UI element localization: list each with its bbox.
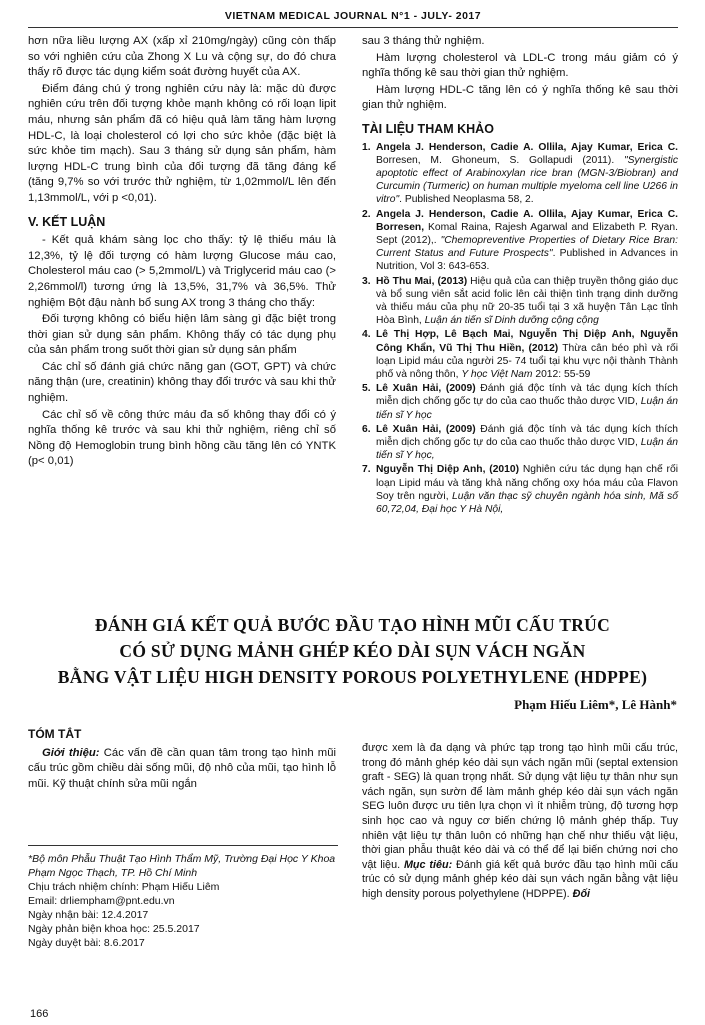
reference-item: 2. Angela J. Henderson, Cadie A. Ollila, Ajay Kumar, Erica C. Borresen, Komal Raina, Rajesh Agarwal and Elizabeth P. Ryan. Sept (2012),. "Chemopreventive Properties of Dietary Rice Bran: Current Status and Future Prospects". Published in Advances in Nutrition, Vol 3: 643-653. bbox=[362, 208, 678, 273]
body-paragraph: - Kết quả khám sàng lọc cho thấy: tỷ lệ thiếu máu là 12,3%, tỷ lệ đối tượng có hàm lượng Glucose máu cao, Cholesterol máu cao (> 5,2mmol/L) và Triglycerid máu cao (> 2,26mmol/l) tương ứng là 13,5%, 31,7% và 36,5%. Thử nghiệm Bột đậu nành bổ sung AX trong 3 tháng cho thấy: bbox=[28, 234, 336, 309]
page-number: 166 bbox=[30, 1008, 49, 1020]
right-column bbox=[362, 34, 678, 517]
received-date: Ngày nhận bài: 12.4.2017 bbox=[28, 909, 149, 921]
review-date: Ngày phản biện khoa học: 25.5.2017 bbox=[28, 923, 200, 935]
footnote-rule bbox=[28, 845, 338, 846]
references-title: TÀI LIỆU THAM KHẢO bbox=[362, 121, 494, 136]
abstract-left bbox=[28, 727, 336, 793]
header-rule bbox=[28, 27, 678, 28]
accepted-date: Ngày duyệt bài: 8.6.2017 bbox=[28, 937, 145, 949]
abstract-heading: TÓM TẮT bbox=[28, 727, 82, 741]
reference-item: 6. Lê Xuân Hải, (2009) Đánh giá độc tính và tác dụng kích thích miễn dịch chống gốc tự do của cao thuốc thảo dược VID, Luận án tiến sĩ Y học, bbox=[362, 423, 679, 462]
body-paragraph: Điểm đáng chú ý trong nghiên cứu này là: mặc dù được nghiên cứu trên đối tượng khỏe mạnh không có rối loạn lipit máu, nhưng sản phẩm đã có hiệu quả làm tăng hàm lượng HDL-C, là loại cholesterol có lợi cho sức khỏe (đặc biệt là sức khỏe tim mạch). Sau 3 tháng sử dụng sản phẩm, hàm lượng HDL-C trung bình của đối tượng đã tăng đáng kể (tăng 9,7% so với trước thử nghiệm, từ 1,02mmol/L lên đến 1,13mmol/L, với p <0,01). bbox=[28, 82, 336, 204]
affiliation: *Bộ môn Phẫu Thuật Tạo Hình Thẩm Mỹ, Trường Đại Học Y Khoa Phạm Ngọc Thạch, TP. Hồ Chí Minh bbox=[28, 853, 336, 879]
reference-item: 1. Angela J. Henderson, Cadie A. Ollila, Ajay Kumar, Erica C. Borresen, M. Ghoneum, S. Gollapudi (2011). "Synergistic apoptotic effect of Arabinoxylan rice bran (MGN-3/Biobran) and Curcumin (Turmeric) on human multiple myeloma cell line U266 in vitro". Published Neoplasma 58, 2. bbox=[362, 141, 678, 206]
reference-item: 7. Nguyễn Thị Diệp Anh, (2010) Nghiên cứu tác dụng hạn chế rối loạn Lipid máu và tăng khả năng chống oxy hóa máu của Flavon Soy trên người, Luận văn thạc sỹ chuyên ngành hóa sinh, Mã số 60,72,04, Đại học Y Hà Nội, bbox=[362, 464, 678, 516]
title-line: ĐÁNH GIÁ KẾT QUẢ BƯỚC ĐẦU TẠO HÌNH MŨI CẤU TRÚC bbox=[94, 615, 611, 635]
abstract-paragraph: được xem là đa dạng và phức tạp trong tạo hình mũi cấu trúc, trong đó mảnh ghép kéo dài sụn vách ngăn mũi (septal extension graft - SEG) là quan trọng nhất. Sử dụng vật liệu tự thân như sụn vách ngăn, sụn sườn để làm mảnh ghép kéo dài sụn vách ngăn SEG luôn được ưu tiên lựa chọn vì ít nhiễm trùng, độ tương hợp sinh học cao và nguy cơ biến chứng lộ mảnh ghép thấp. Tuy nhiên vật liệu tự thân luôn có những hạn chế như thiếu vật liệu, thời gian phẫu thuật kéo dài và có thể để lại biến chứng nơi cho vật liệu. Mục tiêu: Đánh giá kết quả bước đầu tạo hình mũi cấu trúc có sử dụng mảnh ghép kéo dài sụn vách ngăn bằng vật liệu high density porous polyethylene (HDPPE). Đối bbox=[362, 742, 678, 900]
reference-item: 5. Lê Xuân Hải, (2009) Đánh giá độc tính và tác dụng kích thích miễn dịch chống gốc tự do của cao thuốc thảo dược VID, Luận án tiến sĩ Y học bbox=[362, 383, 679, 421]
body-paragraph: Các chỉ số đánh giá chức năng gan (GOT, GPT) và chức năng thận (ure, creatinin) không thay đổi trước và sau khi thử nghiệm. bbox=[28, 360, 336, 405]
running-header: VIETNAM MEDICAL JOURNAL N°1 - JULY- 2017 bbox=[224, 10, 482, 22]
article-authors: Phạm Hiếu Liêm*, Lê Hành* bbox=[514, 697, 677, 712]
footnote bbox=[28, 845, 338, 950]
body-paragraph: sau 3 tháng thử nghiệm. bbox=[362, 35, 485, 47]
title-line: BẰNG VẬT LIỆU HIGH DENSITY POROUS POLYETHYLENE (HDPPE) bbox=[57, 667, 648, 687]
responsible-author: Chịu trách nhiệm chính: Phạm Hiếu Liêm bbox=[28, 881, 220, 893]
left-column bbox=[28, 34, 336, 471]
abstract-paragraph: Giới thiệu: Các vấn đề cần quan tâm trong tạo hình mũi cấu trúc gồm chiều dài sống mũi, độ nhô của mũi, tạo hình lỗ mũi. Kỹ thuật chính sửa mũi ngắn bbox=[28, 746, 336, 790]
reference-list bbox=[362, 141, 678, 517]
article-title bbox=[40, 612, 665, 690]
body-paragraph: hơn nữa liều lượng AX (xấp xỉ 210mg/ngày) cũng còn thấp so với nghiên cứu của Zhong X Lu và cộng sự, do đó chưa thấy rõ được tác dụng kiểm soát đường huyết của AX. bbox=[28, 35, 336, 79]
abstract-right bbox=[362, 741, 678, 903]
body-paragraph: Hàm lượng cholesterol và LDL-C trong máu giảm có ý nghĩa thống kê sau thời gian thử nghiệm. bbox=[362, 51, 678, 80]
email: Email: drliempham@pnt.edu.vn bbox=[28, 895, 175, 907]
title-line: CÓ SỬ DỤNG MẢNH GHÉP KÉO DÀI SỤN VÁCH NGĂN bbox=[119, 641, 586, 661]
section-title: V. KẾT LUẬN bbox=[28, 214, 106, 229]
body-paragraph: Đối tượng không có biểu hiện lâm sàng gì đặc biệt trong thời gian sử dụng sản phẩm. Không thấy có tác dụng phụ của sản phẩm trong suốt thời gian sử dụng sản phẩm bbox=[28, 313, 336, 357]
reference-item: 3. Hồ Thu Mai, (2013) Hiệu quả của can thiệp truyền thông giáo dục và bổ sung viên sắt acid folic lên cải thiện tình trạng dinh dưỡng và thiếu máu của phụ nữ 20-35 tuổi tại 3 xã huyện Tân Lạc tỉnh Hòa Bình, Luận án tiến sĩ Dinh dưỡng cộng cộng bbox=[362, 275, 678, 327]
body-paragraph: Các chỉ số về công thức máu đa số không thay đổi có ý nghĩa thống kê trước và sau khi thử nghiệm, riêng chỉ số Nồng độ Hemoglobin trung bình hồng cầu tăng lên có YNTK (p< 0,01) bbox=[28, 408, 336, 468]
body-paragraph: Hàm lượng HDL-C tăng lên có ý nghĩa thống kê sau thời gian thử nghiệm. bbox=[362, 83, 678, 112]
reference-item: 4. Lê Thị Hợp, Lê Bạch Mai, Nguyễn Thị Diệp Anh, Nguyễn Công Khẩn, Vũ Thị Thu Hiền, (2012) Thừa cân béo phì và rối loạn Lipid máu của người 25- 74 tuổi tại khu vực nội thành Thành phố và nông thôn, Y học Việt Nam 2012: 55-59 bbox=[362, 329, 679, 381]
